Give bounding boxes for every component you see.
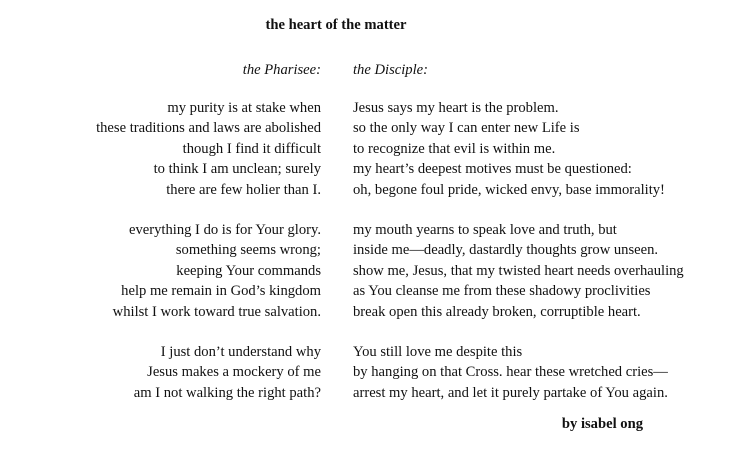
poem-line: there are few holier than I. [166, 181, 321, 198]
poem-line: these traditions and laws are abolished [96, 120, 321, 137]
author-byline: by isabel ong [561, 416, 643, 432]
disciple-stanza-2 [353, 220, 723, 322]
poem-line: to recognize that evil is within me. [353, 140, 556, 157]
poem-line: inside me—deadly, dastardly thoughts grow unseen. [353, 242, 659, 259]
poem-line: though I find it difficult [182, 140, 321, 157]
disciple-heading: the Disciple: [353, 62, 428, 78]
poem-line: oh, begone foul pride, wicked envy, base immorality! [353, 181, 665, 198]
poem-line: as You cleanse me from these shadowy proclivities [353, 283, 651, 300]
poem-line: Jesus makes a mockery of me [147, 364, 321, 381]
poem-line: my mouth yearns to speak love and truth, but [353, 221, 617, 238]
pharisee-stanza-2 [21, 220, 321, 322]
disciple-stanza-3 [353, 342, 723, 403]
poem-line: arrest my heart, and let it purely partake of You again. [353, 384, 668, 401]
poem-line: to think I am unclean; surely [153, 161, 321, 178]
poem-line: so the only way I can enter new Life is [353, 120, 580, 137]
poem-line: I just don’t understand why [160, 343, 321, 360]
poem-title: the heart of the matter [265, 17, 407, 33]
poem-line: show me, Jesus, that my twisted heart needs overhauling [353, 262, 684, 279]
poem-line: am I not walking the right path? [133, 384, 321, 401]
poem-line: something seems wrong; [175, 242, 321, 259]
poem-line: break open this already broken, corruptible heart. [353, 303, 641, 320]
poem-line: keeping Your commands [176, 262, 321, 279]
poem-line: my heart’s deepest motives must be questioned: [353, 161, 632, 178]
pharisee-stanza-3 [21, 342, 321, 403]
pharisee-heading: the Pharisee: [242, 62, 321, 78]
poem-line: You still love me despite this [353, 343, 523, 360]
disciple-stanza-1 [353, 98, 723, 200]
poem-line: whilst I work toward true salvation. [112, 303, 321, 320]
poem-line: help me remain in God’s kingdom [121, 283, 321, 300]
poem-line: by hanging on that Cross. hear these wretched cries— [353, 364, 668, 381]
pharisee-column [21, 60, 321, 423]
poem-line: my purity is at stake when [167, 100, 321, 116]
poem-line: Jesus says my heart is the problem. [353, 100, 559, 116]
disciple-column [353, 60, 723, 423]
poem-line: everything I do is for Your glory. [129, 221, 321, 238]
pharisee-stanza-1 [21, 98, 321, 200]
